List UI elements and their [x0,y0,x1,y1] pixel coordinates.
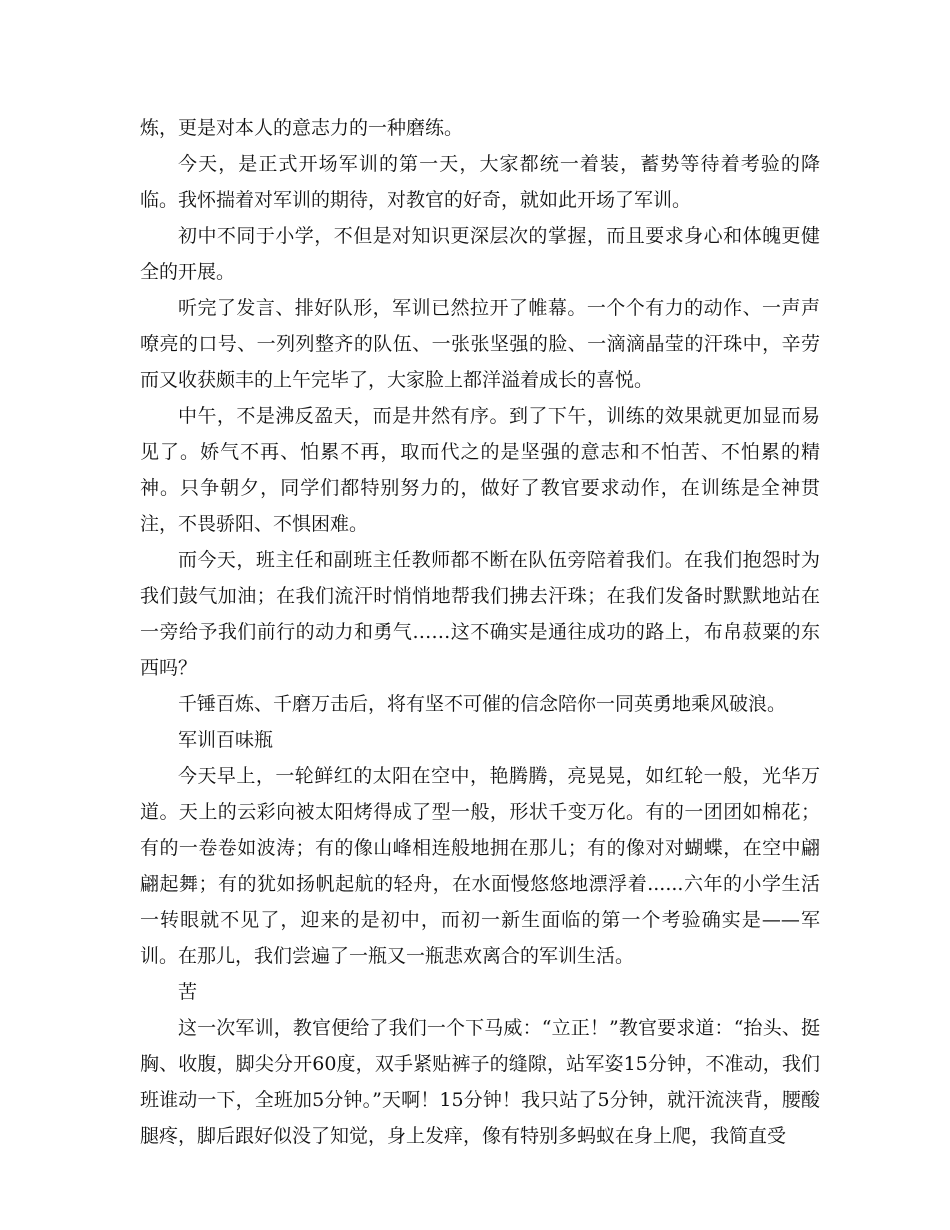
section-heading: 苦 [178,981,198,1003]
paragraph: 初中不同于小学，不但是对知识更深层次的掌握，而且要求身心和体魄更健全的开展。 [140,225,820,283]
paragraph: 听完了发言、排好队形，军训已然拉开了帷幕。一个个有力的动作、一声声嘹亮的口号、一列列整齐的队伍、一张张坚强的脸、一滴滴晶莹的汗珠中，辛劳而又收获颇丰的上午完毕了，大家脸上都洋溢着成长的喜悦。 [140,297,820,391]
paragraph: 今天，是正式开场军训的第一天，大家都统一着装，蓄势等待着考验的降临。我怀揣着对军训的期待，对教官的好奇，就如此开场了军训。 [140,153,820,211]
paragraph: 炼，更是对本人的意志力的一种磨练。 [140,117,464,139]
document-body [140,110,820,1154]
paragraph: 而今天，班主任和副班主任教师都不断在队伍旁陪着我们。在我们抱怨时为我们鼓气加油；在我们流汗时悄悄地帮我们拂去汗珠；在我们发备时默默地站在一旁给予我们前行的动力和勇气……这不确实是通往成功的路上，布帛菽粟的东西吗？ [140,549,820,679]
paragraph: 这一次军训，教官便给了我们一个下马威：“立正！”教官要求道：“抬头、挺胸、收腹，脚尖分开60度，双手紧贴裤子的缝隙，站军姿15分钟，不准动，我们班谁动一下，全班加5分钟。”天啊！15分钟！我只站了5分钟，就汗流浃背，腰酸腿疼，脚后跟好似没了知觉，身上发痒，像有特别多蚂蚁在身上爬，我简直受 [140,1017,820,1147]
paragraph: 今天早上，一轮鲜红的太阳在空中，艳腾腾，亮晃晃，如红轮一般，光华万道。天上的云彩向被太阳烤得成了型一般，形状千变万化。有的一团团如棉花；有的一卷卷如波涛；有的像山峰相连般地拥在那儿；有的像对对蝴蝶，在空中翩翩起舞；有的犹如扬帆起航的轻舟，在水面慢悠悠地漂浮着......六年的小学生活一转眼就不见了，迎来的是初中，而初一新生面临的第一个考验确实是——军训。在那儿，我们尝遍了一瓶又一瓶悲欢离合的军训生活。 [140,765,820,967]
paragraph: 千锤百炼、千磨万击后，将有坚不可催的信念陪你一同英勇地乘风破浪。 [178,693,787,715]
section-heading: 军训百味瓶 [178,729,274,751]
paragraph: 中午，不是沸反盈天，而是井然有序。到了下午，训练的效果就更加显而易见了。娇气不再、怕累不再，取而代之的是坚强的意志和不怕苦、不怕累的精神。只争朝夕，同学们都特别努力的，做好了教官要求动作，在训练是全神贯注，不畏骄阳、不惧困难。 [140,405,820,535]
